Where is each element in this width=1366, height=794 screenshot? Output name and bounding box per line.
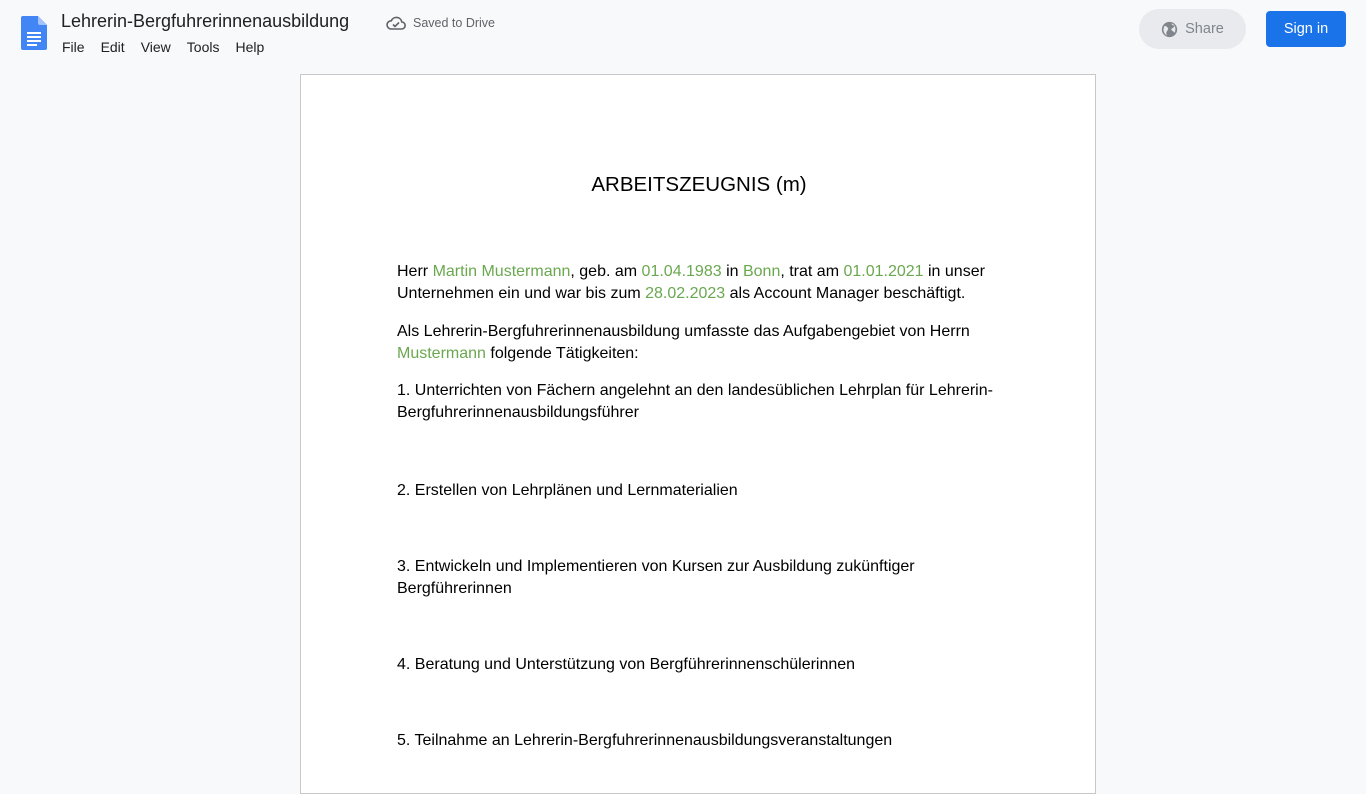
save-status[interactable] bbox=[386, 13, 495, 33]
end-date: 28.02.2023 bbox=[645, 285, 726, 302]
intro-text: in bbox=[721, 263, 743, 280]
share-label: Share bbox=[1185, 21, 1224, 37]
document-title[interactable]: Lehrerin-Bergfuhrerinnenausbildung bbox=[61, 11, 350, 31]
tasks-intro-text: folgende Tätigkeiten: bbox=[485, 345, 639, 362]
task-item-4: 4. Beratung und Unterstützung von Bergführerinnenschülerinnen bbox=[397, 656, 856, 673]
intro-text: Herr bbox=[397, 263, 433, 280]
employee-name: Martin Mustermann bbox=[432, 263, 571, 280]
menu-file[interactable]: File bbox=[62, 39, 85, 55]
task-item-1: 1. Unterrichten von Fächern angelehnt an den landesüblichen Lehrplan für Lehrerin-Bergfuhrerinnenausbildungsführer bbox=[397, 382, 993, 421]
intro-paragraph bbox=[397, 261, 997, 305]
sign-in-button[interactable]: Sign in bbox=[1266, 11, 1346, 47]
save-status-label: Saved to Drive bbox=[413, 16, 495, 30]
start-date: 01.01.2021 bbox=[843, 263, 924, 280]
globe-icon bbox=[1161, 21, 1178, 38]
menu-edit[interactable]: Edit bbox=[100, 39, 125, 55]
task-item-3: 3. Entwickeln und Implementieren von Kursen zur Ausbildung zukünftiger Bergführerinnen bbox=[397, 558, 915, 597]
document-page[interactable] bbox=[300, 74, 1096, 794]
intro-text: , geb. am bbox=[570, 263, 642, 280]
share-button[interactable] bbox=[1139, 9, 1246, 49]
task-item-2: 2. Erstellen von Lehrplänen und Lernmaterialien bbox=[397, 482, 738, 499]
tasks-intro-text: Als Lehrerin-Bergfuhrerinnenausbildung umfasste das Aufgabengebiet von Herrn bbox=[397, 323, 970, 340]
task-item-5: 5. Teilnahme an Lehrerin-Bergfuhrerinnenausbildungsveranstaltungen bbox=[397, 732, 893, 749]
top-bar bbox=[0, 0, 1366, 64]
birth-place: Bonn bbox=[742, 263, 781, 280]
document-heading: ARBEITSZEUGNIS (m) bbox=[591, 173, 807, 196]
cloud-saved-icon bbox=[386, 16, 406, 30]
birth-date: 01.04.1983 bbox=[641, 263, 722, 280]
intro-text: , trat am bbox=[780, 263, 844, 280]
employee-surname: Mustermann bbox=[397, 345, 486, 362]
docs-logo-icon[interactable] bbox=[21, 16, 47, 50]
menu-help[interactable]: Help bbox=[235, 39, 265, 55]
intro-text: als Account Manager beschäftigt. bbox=[725, 285, 966, 302]
menu-view[interactable]: View bbox=[140, 39, 171, 55]
tasks-intro-paragraph bbox=[397, 321, 997, 365]
menu-tools[interactable]: Tools bbox=[186, 39, 220, 55]
intro-text: in unser Unternehmen ein und war bis zum bbox=[397, 263, 985, 302]
menu-bar bbox=[54, 36, 272, 58]
